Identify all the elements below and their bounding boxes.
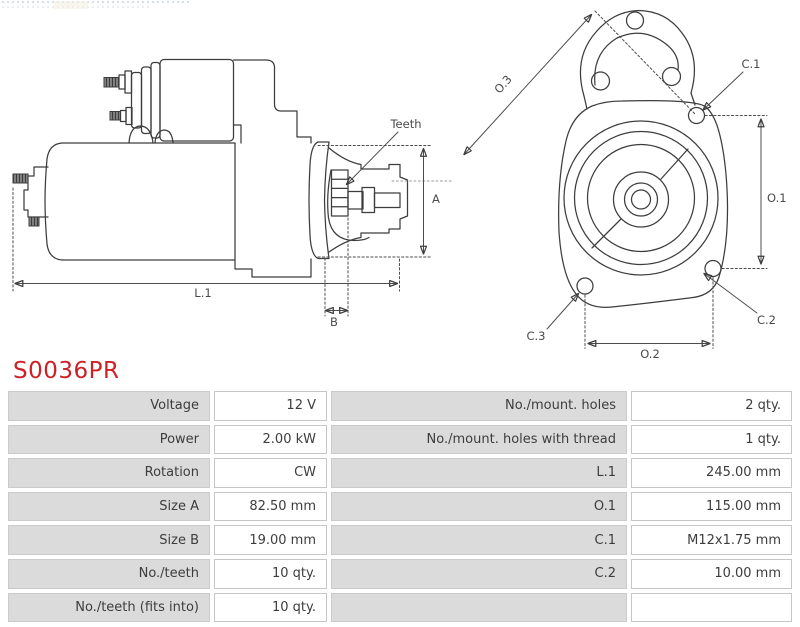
dim-label-l1: L.1 [194,286,212,300]
drive-end-flange [309,142,329,259]
dim-label-c3: C.3 [526,329,546,343]
bracket-top-hole [627,12,644,29]
dim-label-a: A [432,192,440,206]
spec-label-cell: Power [8,425,210,455]
dim-label-o2: O.2 [640,347,660,360]
spec-label-cell: Voltage [8,391,210,421]
spec-label-cell: No./teeth (fits into) [8,593,210,623]
spec-value-cell: 10 qty. [214,593,327,623]
spec-value-cell: 19.00 mm [214,525,327,555]
spec-label-cell: Size B [8,525,210,555]
spec-label-cell: No./teeth [8,559,210,589]
dim-label-o1: O.1 [767,191,787,205]
spec-value-cell: 2 qty. [631,391,792,421]
mount-hole-c3 [577,278,593,294]
dim-label-c2: C.2 [756,313,777,327]
spec-label-cell: L.1 [331,458,627,488]
solenoid [160,60,234,142]
spec-value-cell: 82.50 mm [214,492,327,522]
spec-value-cell: 10 qty. [214,559,327,589]
spec-label-cell: O.1 [331,492,627,522]
spec-value-cell: 2.00 kW [214,425,327,455]
spec-value-cell: CW [214,458,327,488]
spec-label-cell: C.1 [331,525,627,555]
spec-label-cell: No./mount. holes with thread [331,425,627,455]
part-number-title: S0036PR [13,358,120,384]
dim-label-b: B [330,315,338,329]
side-view-drawing [13,60,452,330]
teeth-label: Teeth [390,117,422,131]
spec-value-cell: 12 V [214,391,327,421]
dim-label-o3: O.3 [491,72,515,97]
spec-table [8,391,792,622]
terminal-stud [104,78,119,88]
spec-label-cell [331,593,627,623]
mount-hole-c2 [705,261,721,277]
spec-value-cell: 115.00 mm [631,492,792,522]
spec-value-cell: 10.00 mm [631,559,792,589]
spec-label-cell: No./mount. holes [331,391,627,421]
motor-body [45,143,235,260]
spec-value-cell: M12x1.75 mm [631,525,792,555]
front-view-drawing [464,11,787,361]
spec-value-cell: 1 qty. [631,425,792,455]
spec-value-cell: 245.00 mm [631,458,792,488]
spec-value-cell [631,593,792,623]
dim-label-c1: C.1 [741,57,761,71]
pinion-gear [332,170,349,216]
spec-label-cell: C.2 [331,559,627,589]
spec-label-cell: Rotation [8,458,210,488]
spec-label-cell: Size A [8,492,210,522]
